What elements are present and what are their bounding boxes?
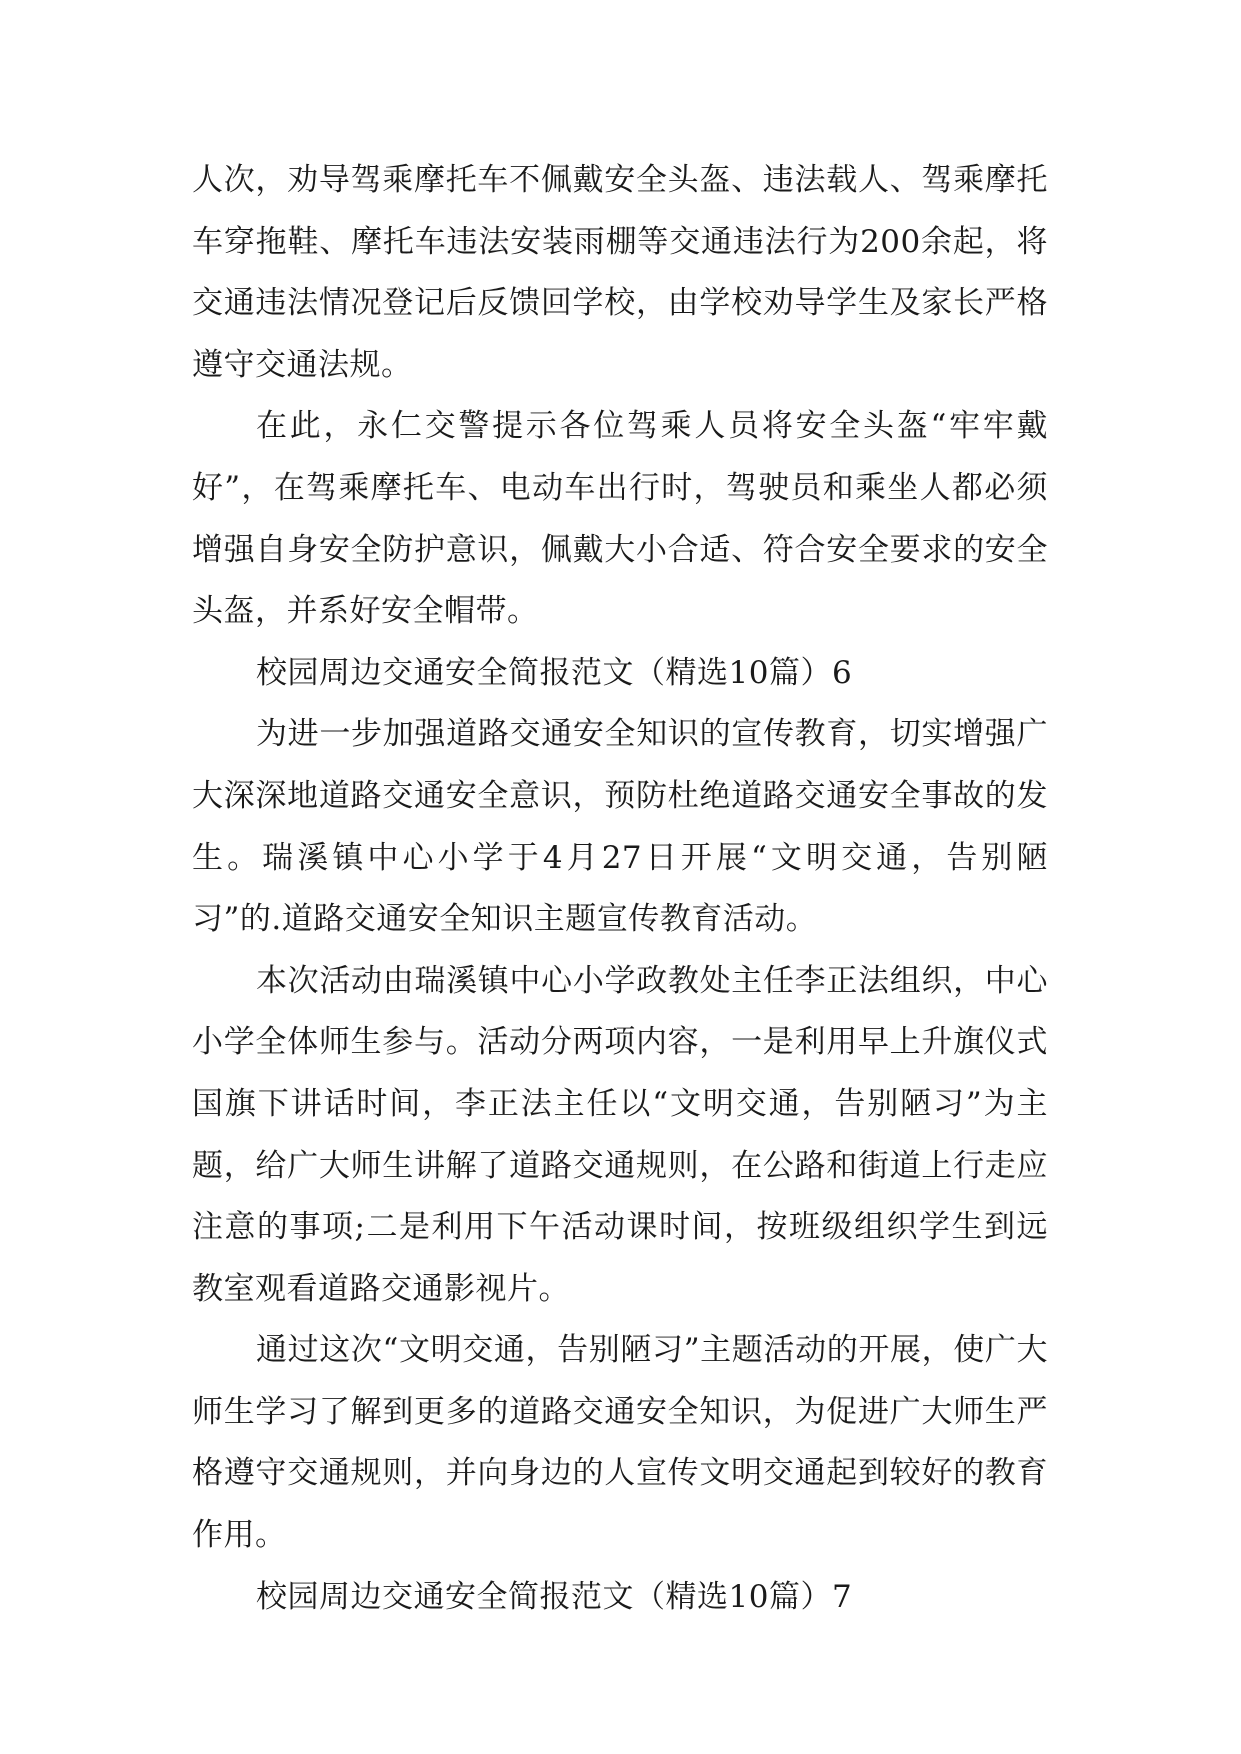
section-heading-6: 校园周边交通安全简报范文（精选10篇）6 (256, 654, 853, 691)
paragraph-activity-intro: 为进一步加强道路交通安全知识的宣传教育，切实增强广大深深地道路交通安全意识，预防杜绝道路交通安全事故的发生。瑞溪镇中心小学于4月27日开展“文明交通，告别陋习”的.道路交通安全知识主题宣传教育活动。 (192, 716, 1048, 938)
paragraph-activity-result: 通过这次“文明交通，告别陋习”主题活动的开展，使广大师生学习了解到更多的道路交通安全知识，为促进广大师生严格遵守交通规则，并向身边的人宣传文明交通起到较好的教育作用。 (192, 1332, 1048, 1554)
document-body (192, 150, 1048, 1628)
paragraph-activity-details: 本次活动由瑞溪镇中心小学政教处主任李正法组织，中心小学全体师生参与。活动分两项内容，一是利用早上升旗仪式国旗下讲话时间，李正法主任以“文明交通，告别陋习”为主题，给广大师生讲解了道路交通规则，在公路和街道上行走应注意的事项;二是利用下午活动课时间，按班级组织学生到远教室观看道路交通影视片。 (192, 962, 1048, 1307)
section-heading-7: 校园周边交通安全简报范文（精选10篇）7 (256, 1578, 853, 1615)
paragraph-continuation: 人次，劝导驾乘摩托车不佩戴安全头盔、违法载人、驾乘摩托车穿拖鞋、摩托车违法安装雨棚等交通违法行为200余起，将交通违法情况登记后反馈回学校，由学校劝导学生及家长严格遵守交通法规。 (192, 162, 1048, 383)
paragraph-helmet-reminder: 在此，永仁交警提示各位驾乘人员将安全头盔“牢牢戴好”，在驾乘摩托车、电动车出行时，驾驶员和乘坐人都必须增强自身安全防护意识，佩戴大小合适、符合安全要求的安全头盔，并系好安全帽带。 (192, 408, 1048, 630)
